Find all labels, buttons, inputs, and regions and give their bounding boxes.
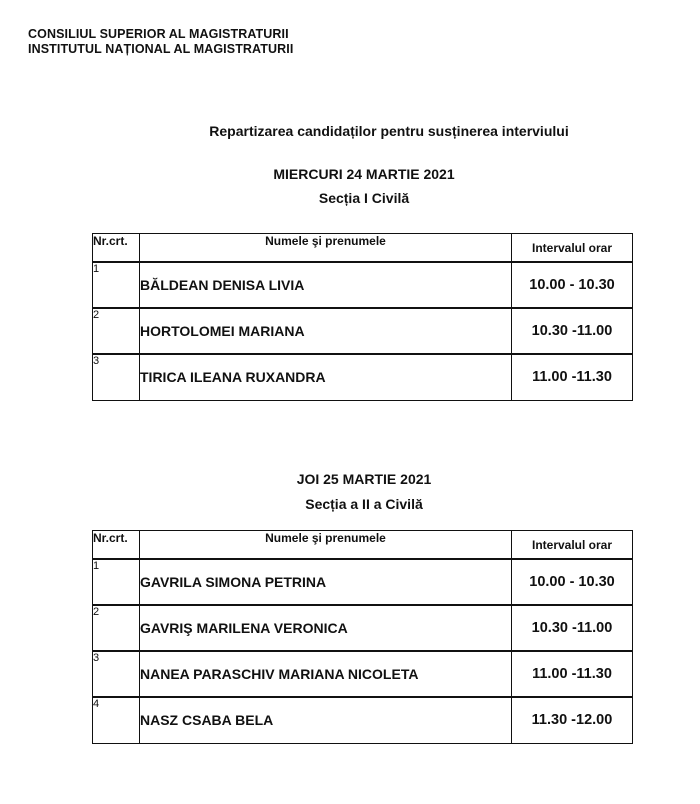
column-header-name: Numele şi prenumele <box>140 531 512 560</box>
time-interval: 10.30 -11.00 <box>512 308 633 354</box>
candidate-name: BĂLDEAN DENISA LIVIA <box>140 262 512 308</box>
candidate-name: GAVRIŞ MARILENA VERONICA <box>140 605 512 651</box>
day-2-section: Secția a II a Civilă <box>305 496 423 512</box>
candidate-name: NASZ CSABA BELA <box>140 697 512 743</box>
row-number: 4 <box>93 697 140 743</box>
document-title: Repartizarea candidaților pentru susținerea interviului <box>209 123 569 139</box>
row-number: 1 <box>93 559 140 605</box>
column-header-interval: Intervalul orar <box>512 234 633 263</box>
time-interval: 11.30 -12.00 <box>512 697 633 743</box>
column-header-nr: Nr.crt. <box>93 234 140 263</box>
candidate-name: HORTOLOMEI MARIANA <box>140 308 512 354</box>
schedule-table-day-1 <box>92 233 633 401</box>
document-header <box>28 27 293 57</box>
table-row <box>93 354 633 400</box>
column-header-name: Numele şi prenumele <box>140 234 512 263</box>
row-number: 3 <box>93 651 140 697</box>
column-header-interval: Intervalul orar <box>512 531 633 560</box>
time-interval: 10.00 - 10.30 <box>512 262 633 308</box>
day-2-date: JOI 25 MARTIE 2021 <box>296 471 432 487</box>
table-row <box>93 559 633 605</box>
day-1-date: MIERCURI 24 MARTIE 2021 <box>273 166 455 182</box>
candidate-name: NANEA PARASCHIV MARIANA NICOLETA <box>140 651 512 697</box>
header-institution-institute: INSTITUTUL NAȚIONAL AL MAGISTRATURII <box>28 42 294 56</box>
time-interval: 11.00 -11.30 <box>512 651 633 697</box>
table-row <box>93 262 633 308</box>
header-institution-council: CONSILIUL SUPERIOR AL MAGISTRATURII <box>28 27 289 41</box>
day-1-section: Secția I Civilă <box>318 190 410 206</box>
schedule-table-day-2 <box>92 530 633 744</box>
row-number: 1 <box>93 262 140 308</box>
row-number: 3 <box>93 354 140 400</box>
row-number: 2 <box>93 308 140 354</box>
time-interval: 11.00 -11.30 <box>512 354 633 400</box>
candidate-name: GAVRILA SIMONA PETRINA <box>140 559 512 605</box>
table-row <box>93 697 633 743</box>
candidate-name: TIRICA ILEANA RUXANDRA <box>140 354 512 400</box>
time-interval: 10.00 - 10.30 <box>512 559 633 605</box>
row-number: 2 <box>93 605 140 651</box>
table-row <box>93 308 633 354</box>
time-interval: 10.30 -11.00 <box>512 605 633 651</box>
table-row <box>93 651 633 697</box>
column-header-nr: Nr.crt. <box>93 531 140 560</box>
table-row <box>93 605 633 651</box>
